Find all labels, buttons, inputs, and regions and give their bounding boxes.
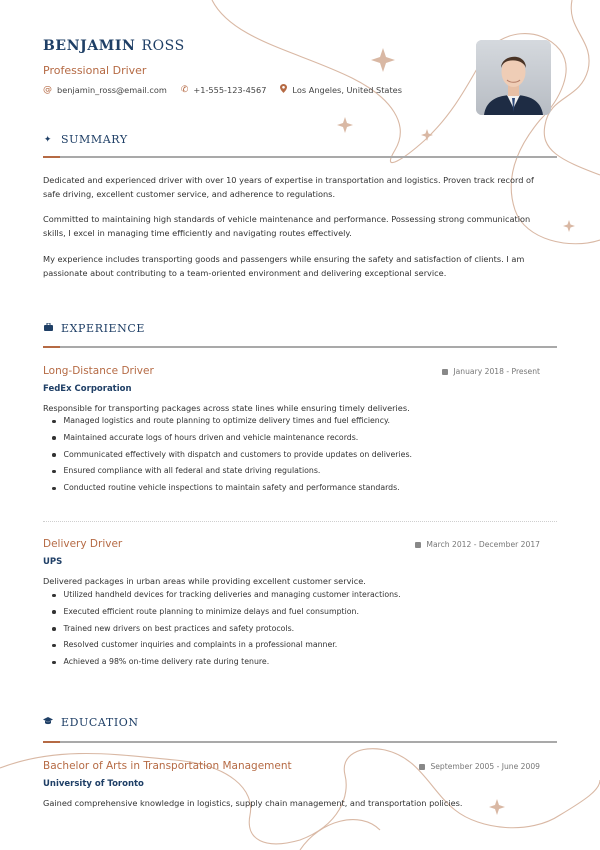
at-icon: @: [43, 85, 52, 95]
education-dates-text: September 2005 - June 2009: [430, 762, 540, 771]
list-item: Executed efficient route planning to minimize delays and fuel consumption.: [52, 605, 401, 622]
list-item: Managed logistics and route planning to optimize delivery times and fuel efficiency.: [52, 414, 412, 431]
list-item: Communicated effectively with dispatch and customers to provide updates on deliveries.: [52, 448, 412, 465]
job-description: Delivered packages in urban areas while providing excellent customer service.: [43, 576, 366, 586]
calendar-icon: [442, 369, 448, 375]
education-rule: [43, 741, 557, 743]
summary-rule: [43, 156, 557, 158]
list-item: Trained new drivers on best practices and safety protocols.: [52, 622, 401, 639]
contact-email[interactable]: [43, 85, 167, 95]
phone-text: +1-555-123-4567: [193, 85, 267, 95]
job-title: Delivery Driver: [43, 538, 123, 550]
company-name: UPS: [43, 557, 63, 567]
company-name: FedEx Corporation: [43, 384, 132, 394]
experience-rule: [43, 346, 557, 348]
calendar-icon: [415, 542, 421, 548]
summary-heading-text: SUMMARY: [61, 133, 128, 146]
phone-icon: ✆: [180, 85, 189, 95]
profile-photo: [476, 40, 551, 115]
summary-paragraph: My experience includes transporting goods and passengers while ensuring the safety and satisfaction of clients. I am passionate about contributing to a team-oriented environment and delivering exceptional service.: [43, 254, 525, 278]
list-item: Maintained accurate logs of hours driven and vehicle maintenance records.: [52, 431, 412, 448]
job-dates-text: March 2012 - December 2017: [426, 540, 540, 549]
job-title-header: Professional Driver: [43, 64, 147, 77]
contact-info: [43, 84, 416, 96]
job-bullets: [52, 414, 412, 498]
first-name: BENJAMIN: [43, 38, 136, 54]
graduation-cap-icon: [43, 717, 53, 728]
last-name: ROSS: [141, 38, 185, 54]
map-pin-icon: [280, 84, 287, 96]
job-bullets: [52, 588, 401, 672]
experience-heading-text: EXPERIENCE: [61, 322, 146, 335]
list-item: Utilized handheld devices for tracking deliveries and managing customer interactions.: [52, 588, 401, 605]
email-text: benjamin_ross@email.com: [57, 85, 167, 95]
candidate-name: [43, 38, 185, 54]
summary-paragraph: Committed to maintaining high standards of vehicle maintenance and performance. Possessing strong communication skills, I excel in managing time efficiently and navigating routes effectively.: [43, 214, 531, 238]
education-description: Gained comprehensive knowledge in logistics, supply chain management, and transportation policies.: [43, 798, 463, 808]
list-item: Achieved a 98% on-time delivery rate during tenure.: [52, 655, 401, 672]
briefcase-icon: [43, 323, 53, 334]
list-item: Resolved customer inquiries and complaints in a professional manner.: [52, 638, 401, 655]
list-item: Ensured compliance with all federal and state driving regulations.: [52, 464, 412, 481]
education-dates: [419, 762, 540, 771]
education-heading: [43, 716, 139, 729]
summary-paragraph: Dedicated and experienced driver with over 10 years of expertise in transportation and logistics. Proven track record of safe driving, excellent customer service, and adherence to regulations.: [43, 175, 534, 199]
job-description: Responsible for transporting packages across state lines while ensuring timely deliveries.: [43, 403, 410, 413]
job-divider: [43, 521, 557, 522]
experience-heading: [43, 322, 145, 335]
contact-phone[interactable]: [181, 85, 267, 95]
job-title: Long-Distance Driver: [43, 365, 154, 377]
education-heading-text: EDUCATION: [61, 716, 139, 729]
job-dates: [442, 367, 540, 376]
summary-heading: [43, 133, 128, 146]
job-dates-text: January 2018 - Present: [453, 367, 540, 376]
sparkle-icon: ✦: [43, 134, 53, 145]
job-dates: [415, 540, 540, 549]
degree-title: Bachelor of Arts in Transportation Management: [43, 760, 292, 772]
location-text: Los Angeles, United States: [292, 85, 402, 95]
list-item: Conducted routine vehicle inspections to maintain safety and performance standards.: [52, 481, 412, 498]
calendar-icon: [419, 764, 425, 770]
contact-location: [280, 84, 402, 96]
school-name: University of Toronto: [43, 779, 144, 789]
